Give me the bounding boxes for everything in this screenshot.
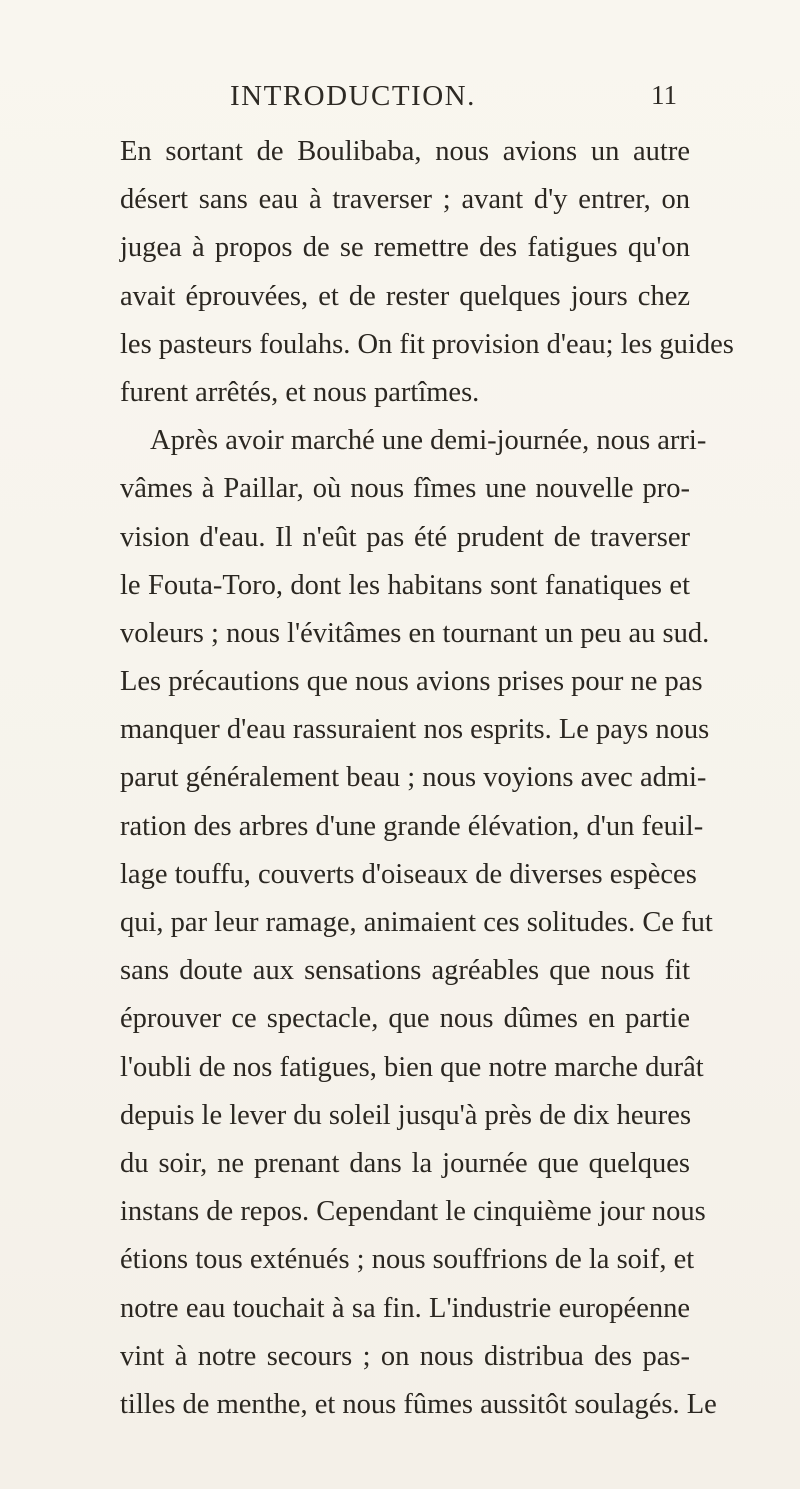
text-line: qui, par leur ramage, animaient ces solitudes. Ce fut — [120, 907, 713, 938]
running-header — [0, 80, 800, 116]
text-line: instans de repos. Cependant le cinquième jour nous — [120, 1196, 706, 1228]
text-line: du soir, ne prenant dans la journée que quelques — [120, 1147, 690, 1179]
text-line: En sortant de Boulibaba, nous avions un autre — [120, 136, 690, 167]
text-line: depuis le lever du soleil jusqu'à près de dix heures — [120, 1099, 692, 1131]
text-line: l'oubli de nos fatigues, bien que notre marche durât — [120, 1051, 704, 1083]
text-line: voleurs ; nous l'évitâmes en tournant un peu au sud. — [120, 617, 710, 649]
text-line: ration des arbres d'une grande élévation, d'un feuil- — [120, 810, 704, 842]
text-line: jugea à propos de se remettre des fatigues qu'on — [120, 232, 690, 264]
text-line: tilles de menthe, et nous fûmes aussitôt soulagés. Le — [120, 1388, 717, 1420]
text-line: désert sans eau à traverser ; avant d'y entrer, on — [120, 184, 690, 216]
text-line: Les précautions que nous avions prises pour ne pas — [120, 666, 703, 698]
page-number: 11 — [651, 80, 677, 110]
text-line: manquer d'eau rassuraient nos esprits. Le pays nous — [120, 714, 710, 746]
text-line: les pasteurs foulahs. On fit provision d'eau; les guides — [120, 328, 734, 360]
text-line: sans doute aux sensations agréables que nous fit — [120, 955, 690, 987]
running-title: INTRODUCTION. — [230, 80, 476, 112]
text-line: notre eau touchait à sa fin. L'industrie européenne — [120, 1292, 690, 1324]
text-line: avait éprouvées, et de rester quelques jours chez — [120, 280, 690, 312]
text-line: Après avoir marché une demi-journée, nous arri- — [150, 425, 707, 457]
body-text — [120, 128, 734, 1429]
text-line: éprouver ce spectacle, que nous dûmes en partie — [120, 1003, 690, 1035]
text-line: étions tous exténués ; nous souffrions de la soif, et — [120, 1244, 695, 1276]
text-line: le Fouta-Toro, dont les habitans sont fanatiques et — [120, 569, 690, 601]
text-line: furent arrêtés, et nous partîmes. — [120, 376, 480, 408]
text-line: vision d'eau. Il n'eût pas été prudent de traverser — [120, 521, 690, 553]
text-line: vâmes à Paillar, où nous fîmes une nouvelle pro- — [120, 473, 690, 505]
text-line: parut généralement beau ; nous voyions avec admi- — [120, 762, 707, 794]
text-line: lage touffu, couverts d'oiseaux de diverses espèces — [120, 858, 697, 890]
text-line: vint à notre secours ; on nous distribua des pas- — [120, 1340, 690, 1372]
